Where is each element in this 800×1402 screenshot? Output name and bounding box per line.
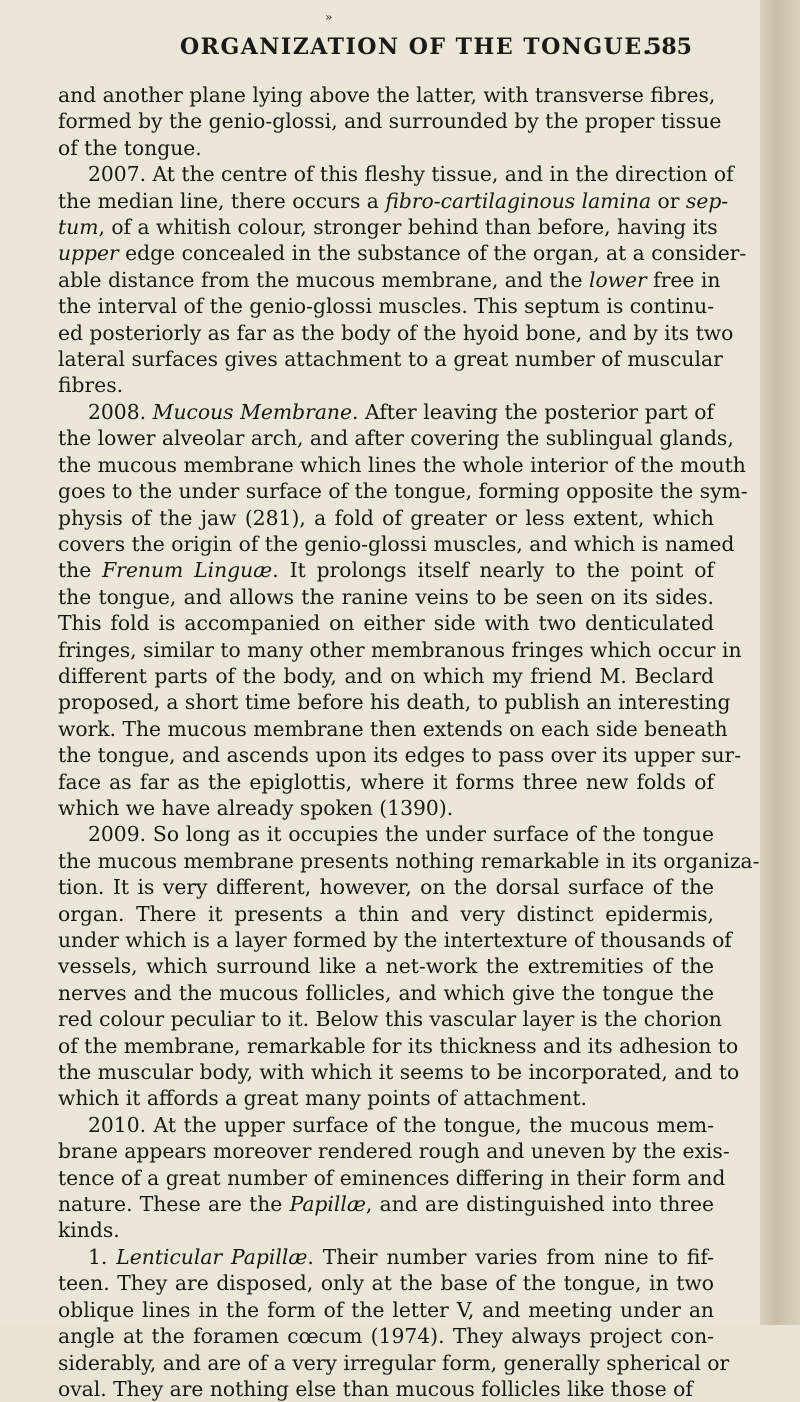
text-line: ed posteriorly as far as the body of the hyoid bone, and by its two [58, 320, 734, 345]
text-line: able distance from the mucous membrane, and the lower free in [58, 267, 721, 292]
text-line: the interval of the genio-glossi muscles. This septum is continu- [58, 294, 715, 319]
text-line: 2010. At the upper surface of the tongue, the mucous mem- [88, 1112, 714, 1137]
text-line: of the tongue. [58, 135, 202, 160]
text-line: tum, of a whitish colour, stronger behind than before, having its [58, 215, 718, 240]
text-line: oval. They are nothing else than mucous follicles like those of [58, 1376, 693, 1401]
text-line: brane appears moreover rendered rough and uneven by the exis- [58, 1139, 730, 1164]
text-line: the Frenum Linguæ. It prolongs itself nearly to the point of [58, 558, 714, 583]
text-line: oblique lines in the form of the letter V, and meeting under an [58, 1297, 714, 1322]
text-line: 2007. At the centre of this fleshy tissue, and in the direction of [88, 162, 734, 187]
text-line: under which is a layer formed by the intertexture of thousands of [58, 928, 732, 952]
paragraph [58, 82, 722, 161]
text-line: nature. These are the Papillæ, and are distinguished into three [58, 1192, 714, 1217]
text-line: 2008. Mucous Membrane. After leaving the posterior part of [88, 399, 714, 424]
text-line: kinds. [58, 1218, 120, 1243]
text-line: siderably, and are of a very irregular form, generally spherical or [58, 1350, 730, 1375]
text-line: proposed, a short time before his death, to publish an interesting [58, 690, 731, 715]
text-line: work. The mucous membrane then extends on each side beneath [58, 716, 728, 741]
text-line: the muscular body, with which it seems to be incorporated, and to [58, 1060, 740, 1085]
text-line: organ. There it presents a thin and very distinct epidermis, [58, 901, 714, 926]
printer-mark: » [325, 10, 333, 24]
text-line: 2009. So long as it occupies the under surface of the tongue [88, 822, 714, 847]
text-line: the tongue, and allows the ranine veins to be seen on its sides. [58, 584, 714, 609]
text-line: tion. It is very different, however, on the dorsal surface of the [58, 875, 714, 900]
text-line: the median line, there occurs a fibro-cartilaginous lamina or sep- [58, 188, 729, 213]
text-line: goes to the under surface of the tongue, forming opposite the sym- [58, 479, 748, 504]
page-edge [760, 0, 800, 1325]
text-line: vessels, which surround like a net-work the extremities of the [58, 954, 714, 979]
text-line: the mucous membrane which lines the whole interior of the mouth [58, 452, 746, 477]
text-line: upper edge concealed in the substance of the organ, at a consider- [58, 241, 747, 266]
text-line: which it affords a great many points of attachment. [58, 1086, 588, 1111]
text-line: of the membrane, remarkable for its thickness and its adhesion to [58, 1033, 739, 1058]
paragraph [58, 161, 747, 399]
text-line: tence of a great number of eminences differing in their form and [58, 1165, 726, 1190]
text-line: This fold is accompanied on either side with two denticulated [58, 611, 714, 636]
text-line: different parts of the body, and on which my friend M. Beclard [58, 663, 714, 688]
text-line: the mucous membrane presents nothing remarkable in its organiza- [58, 848, 760, 873]
text-line: teen. They are disposed, only at the base of the tongue, in two [58, 1271, 714, 1296]
text-line: angle at the foramen cœcum (1974). They always project con- [58, 1324, 714, 1349]
text-line: and another plane lying above the latter, with transverse fibres, [58, 83, 716, 107]
text-line: red colour peculiar to it. Below this vascular layer is the chorion [58, 1007, 722, 1032]
paragraph [58, 1112, 730, 1244]
paragraph [58, 1244, 730, 1402]
text-line: covers the origin of the genio-glossi muscles, and which is named [58, 531, 735, 556]
page-number: 585 [646, 34, 692, 60]
text-line: formed by the genio-glossi, and surrounded by the proper tissue [58, 109, 722, 134]
body-text [58, 82, 760, 1402]
running-head-title: ORGANIZATION OF THE TONGUE. [180, 34, 652, 60]
paragraph [58, 399, 748, 822]
text-line: 1. Lenticular Papillæ. Their number varies from nine to fif- [88, 1244, 714, 1269]
paragraph [58, 821, 760, 1111]
text-line: face as far as the epiglottis, where it forms three new folds of [58, 769, 714, 794]
text-line: which we have already spoken (1390). [58, 795, 454, 820]
running-head [60, 10, 692, 66]
text-line: fibres. [58, 373, 124, 398]
text-line: nerves and the mucous follicles, and which give the tongue the [58, 980, 714, 1005]
text-line: the lower alveolar arch, and after covering the sublingual glands, [58, 426, 734, 451]
text-line: lateral surfaces gives attachment to a great number of muscular [58, 347, 723, 372]
text-line: physis of the jaw (281), a fold of greater or less extent, which [58, 505, 714, 530]
text-line: fringes, similar to many other membranous fringes which occur in [58, 637, 742, 662]
text-line: the tongue, and ascends upon its edges to pass over its upper sur- [58, 743, 742, 768]
